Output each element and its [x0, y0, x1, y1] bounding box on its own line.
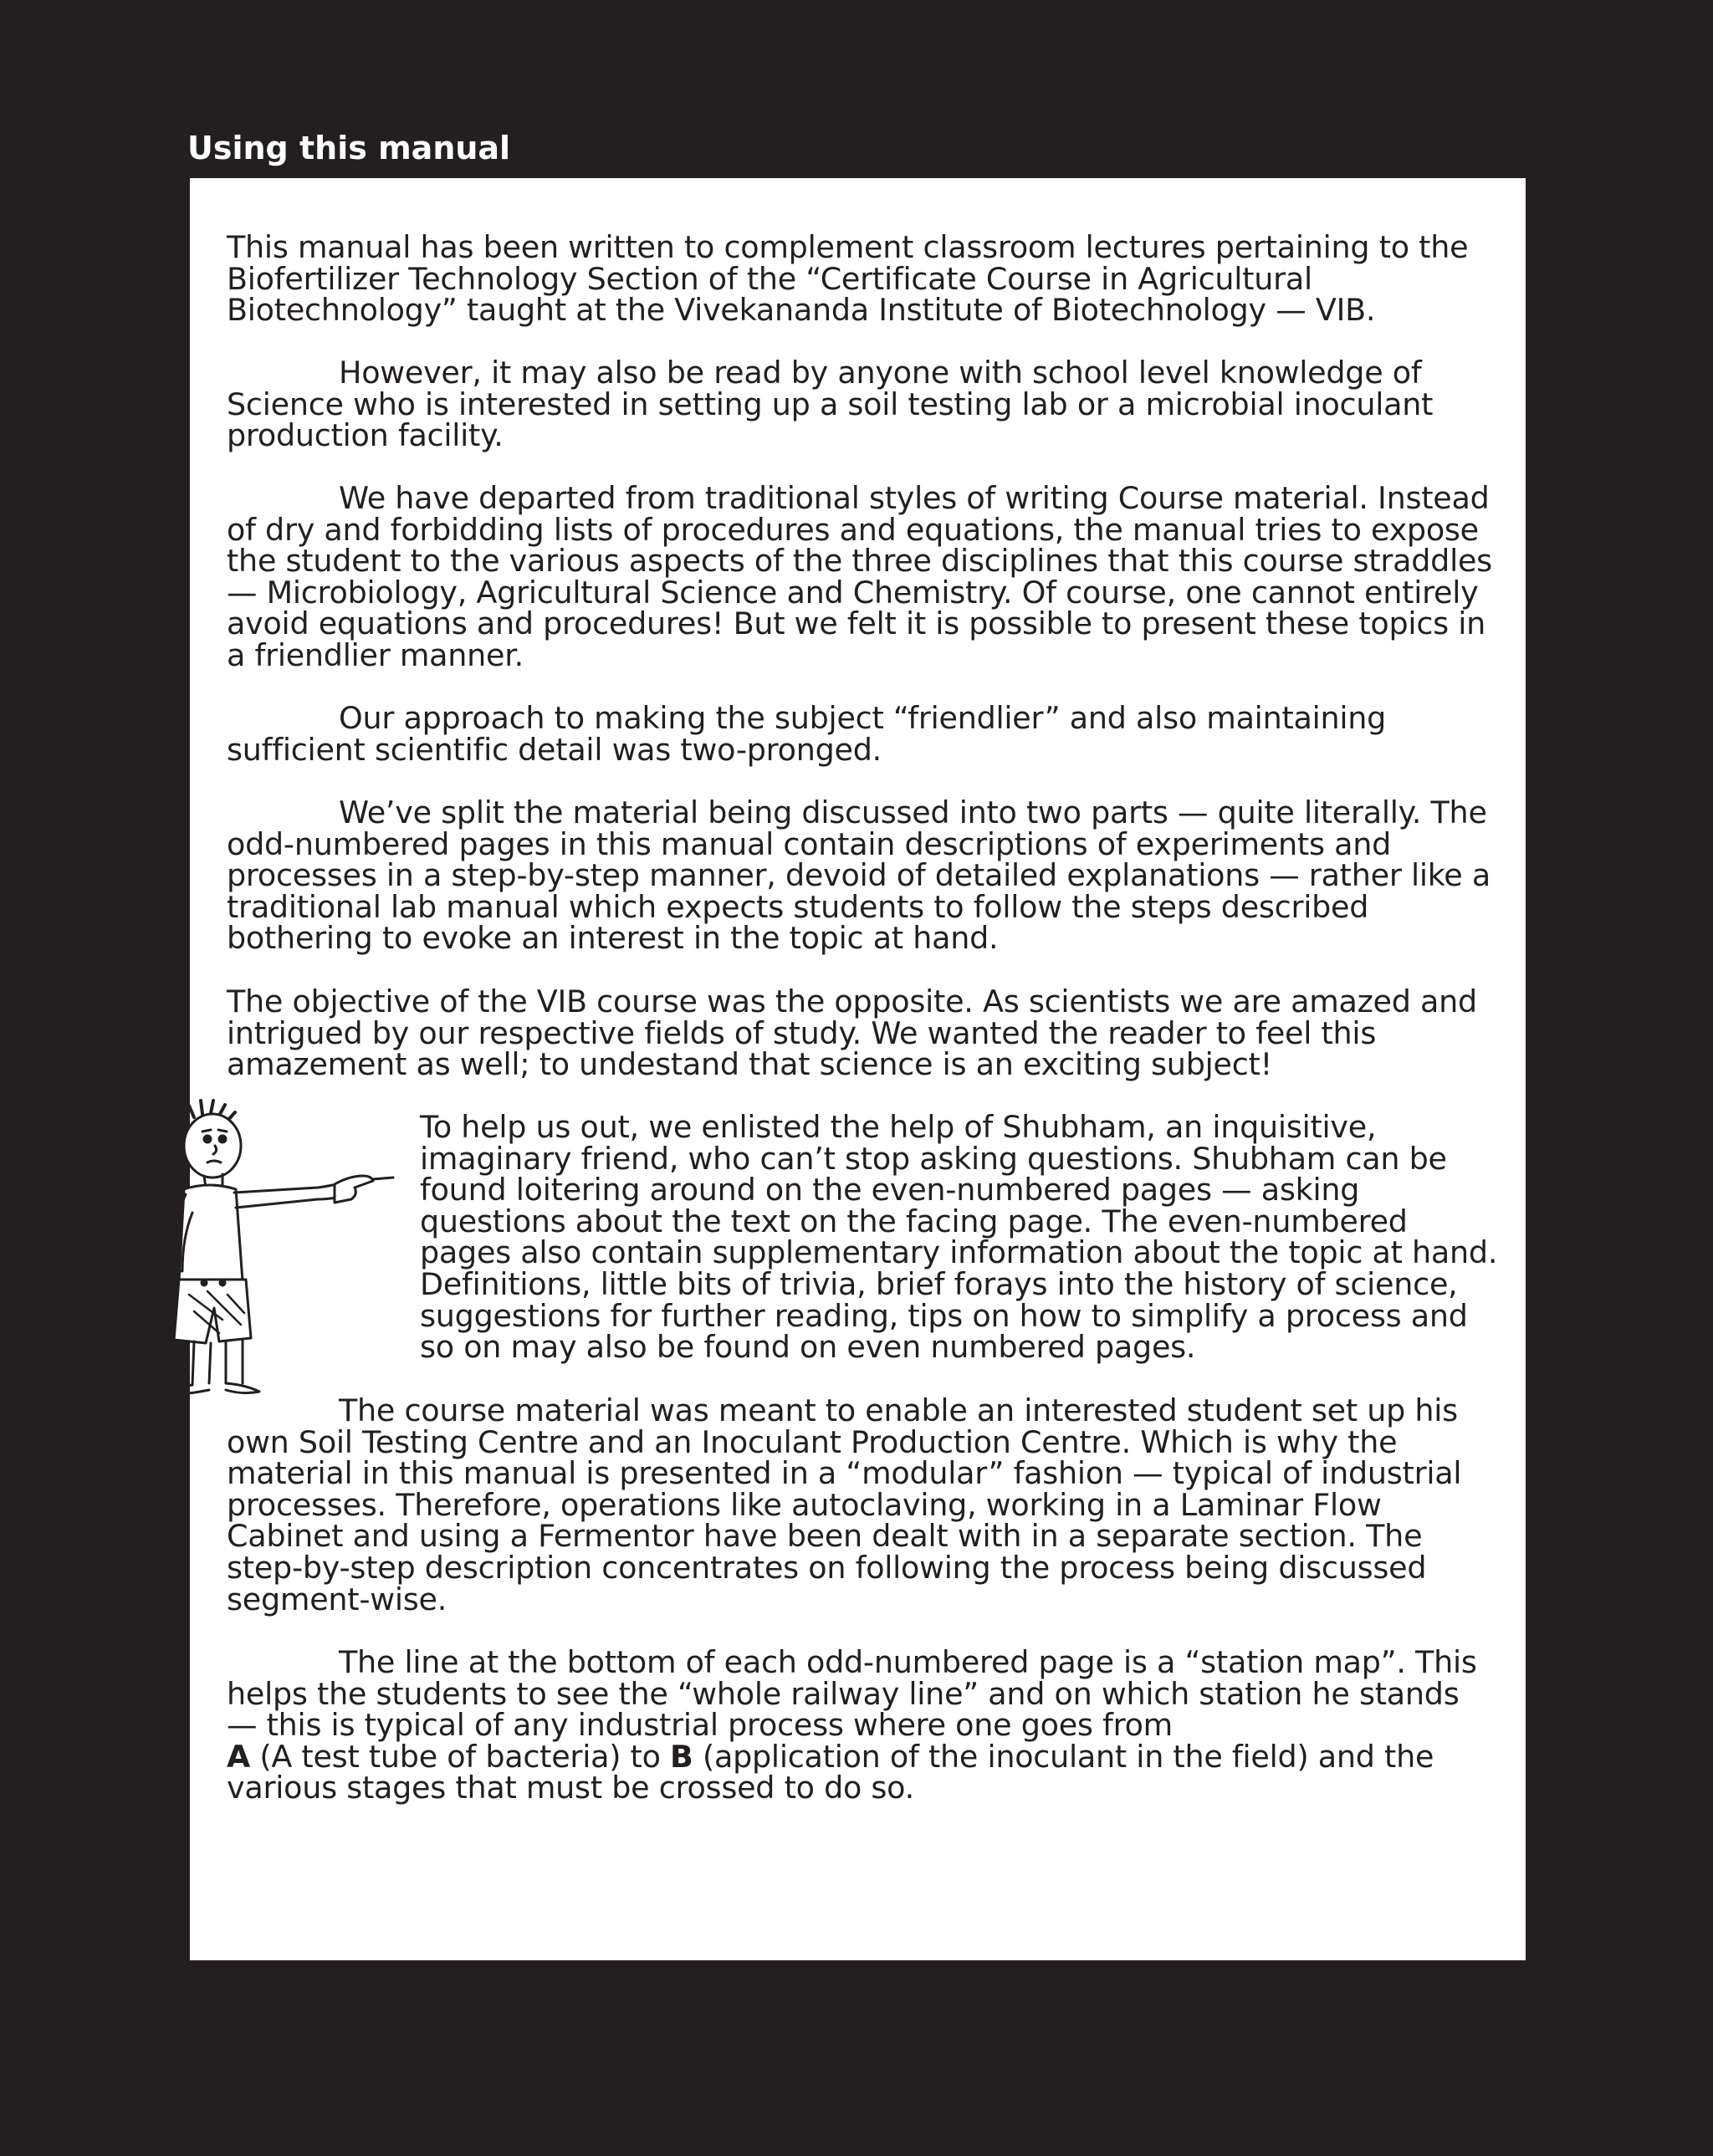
- paragraph-modular: The course material was meant to enable an interested student set up his own Soil Testing Centre and an Inoculant Production Centre. Which is why the material in this manual is presented in a “modular” fashion — typical of industrial processes. Therefore, operations like autoclaving, working in a Laminar Flow Cabinet and using a Fermentor have been dealt with in a separate section. The step-by-step description concentrates on following the process being discussed segment-wise.: [227, 1392, 1462, 1617]
- paragraph-intro: This manual has been written to complement classroom lectures pertaining to the Biofertilizer Technology Section of the “Certificate Course in Agricultural Biotechnology” taught at the Vivekananda Institute of Biotechnology — VIB.: [227, 229, 1469, 329]
- paragraph-two-parts: We’ve split the material being discussed into two parts — quite literally. The odd-numbered pages in this manual contain descriptions of experiments and processes in a step-by-step manner, devoid of detailed explanations — rather like a traditional lab manual which expects students to follow the steps described bothering to evoke an interest in the topic at hand.: [227, 794, 1491, 957]
- point-a-text: (A test tube of bacteria) to: [250, 1738, 671, 1775]
- shubham-pointing-cartoon-icon: [136, 1086, 403, 1399]
- station-map-text: The line at the bottom of each odd-numbered page is a “station map”. This helps the students to see the “whole railway line” and on which station he stands — this is typical of any industrial process where one goes from: [227, 1644, 1477, 1744]
- paragraph-approach: Our approach to making the subject “friendlier” and also maintaining sufficient scientific detail was two-pronged.: [227, 700, 1387, 768]
- paragraph-objective: The objective of the VIB course was the opposite. As scientists we are amazed and intrigued by our respective fields of study. We wanted the reader to feel this amazement as well; to undestand that science is an exciting subject!: [227, 983, 1477, 1083]
- point-b-label: B: [670, 1738, 693, 1775]
- paragraph-shubham: To help us out, we enlisted the help of Shubham, an inquisitive, imaginary friend, who can’t stop asking questions. Shubham can be found loitering around on the even-numbered pages — asking questions about the text on the facing page. The even-numbered pages also contain supplementary information about the topic at hand. Definitions, little bits of trivia, brief forays into the history of science, suggestions for further reading, tips on how to simplify a process and so on may also be found on even numbered pages.: [420, 1109, 1498, 1366]
- point-b-text: (application of the inoculant in the field) and the various stages that must be crossed to do so.: [227, 1738, 1434, 1806]
- manual-page: [190, 178, 1526, 1960]
- paragraph-audience: However, it may also be read by anyone with school level knowledge of Science who is interested in setting up a soil testing lab or a microbial inoculant production facility.: [227, 355, 1434, 454]
- paragraph-station-map: [227, 1644, 1498, 1806]
- point-a-label: A: [227, 1738, 250, 1775]
- paragraph-style: We have departed from traditional styles of writing Course material. Instead of dry and forbidding lists of procedures and equations, the manual tries to expose the student to the various aspects of the three disciplines that this course straddles — Microbiology, Agricultural Science and Chemistry. Of course, one cannot entirely avoid equations and procedures! But we felt it is possible to present these topics in a friendlier manner.: [227, 480, 1492, 673]
- section-title: Using this manual: [187, 130, 511, 166]
